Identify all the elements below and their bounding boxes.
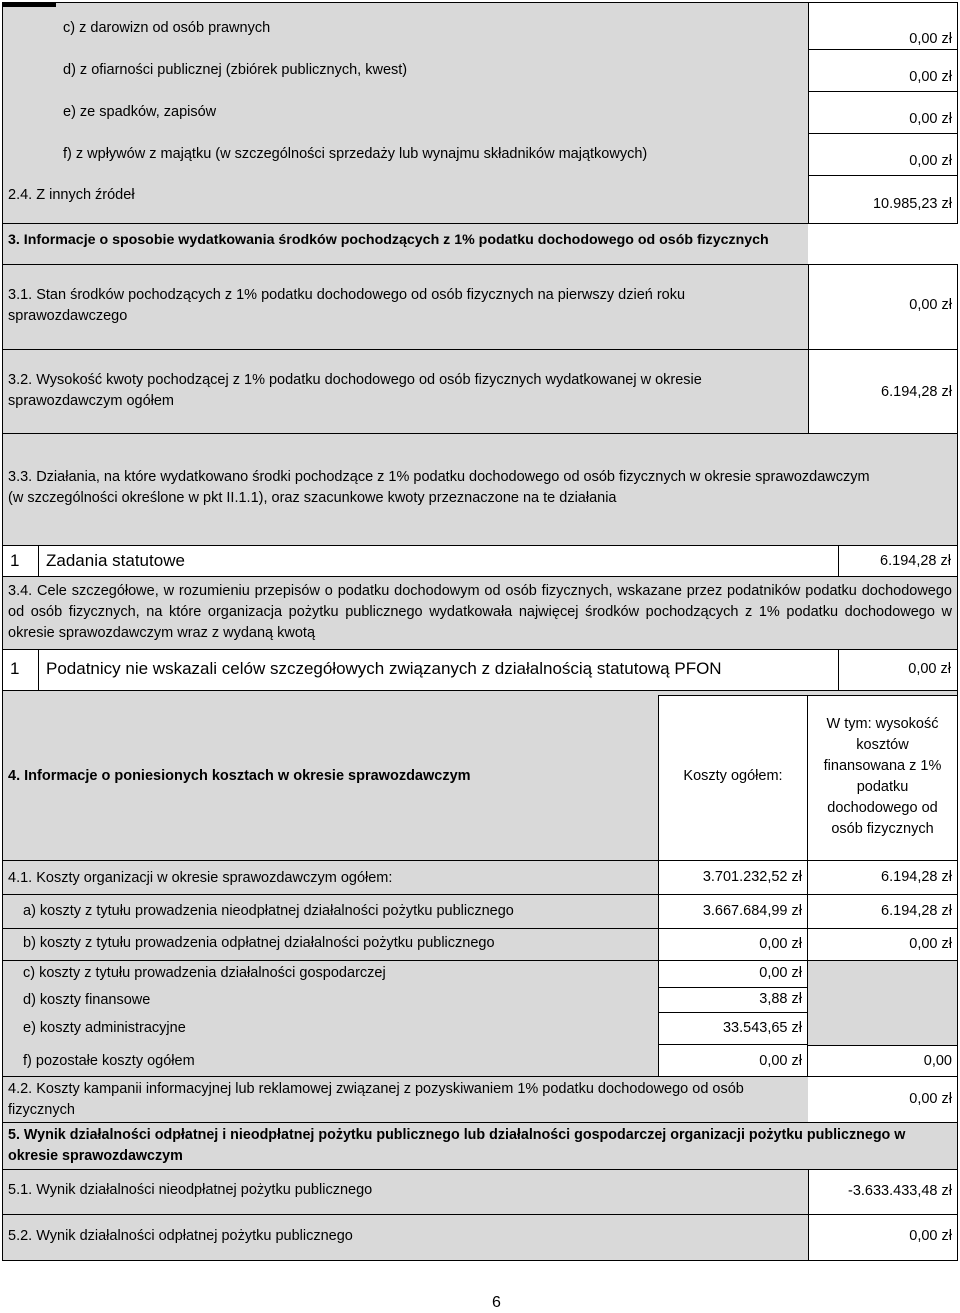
- sec4-a-total-cell: [658, 895, 808, 929]
- sec51-label: 5.1. Wynik działalności nieodpłatnej pożytku publicznego: [8, 1182, 373, 1198]
- sec2-d-value-cell: [808, 50, 958, 92]
- corner-mark: [2, 2, 56, 7]
- sec34-row-num: 1: [10, 659, 20, 678]
- sec4-b-1pct-cell: [808, 929, 958, 961]
- sec33-label-line2: (w szczególności określone w pkt II.1.1), oraz szacunkowe kwoty przeznaczone na te działania: [8, 490, 617, 506]
- sec34-label: 3.4. Cele szczegółowe, w rozumieniu przepisów o podatku dochodowym od osób fizycznych, wskazane przez podatników podatku dochodowego od osób fizycznych, na które organizacja pożytku publicznego wydatkowała najwięcej środków pochodzących z 1% podatku dochodowego w okresie sprawozdawczym wraz z wydaną kwotą: [8, 583, 952, 641]
- sec32-value: 6.194,28 zł: [881, 384, 952, 400]
- sec2-e-value-cell: [808, 92, 958, 134]
- sec4-a-1pct: 6.194,28 zł: [881, 903, 952, 919]
- sec4-c-total-cell: [658, 961, 808, 988]
- sec33-row-value: 6.194,28 zł: [880, 553, 951, 569]
- sec2-f-value-cell: [808, 134, 958, 176]
- sec4-col-1pct: W tym: wysokość kosztów finansowana z 1% podatku dochodowego od osób fizycznych: [823, 716, 942, 837]
- sec52-label: 5.2. Wynik działalności odpłatnej pożytku publicznego: [8, 1228, 353, 1244]
- sec24-label: 2.4. Z innych źródeł: [8, 187, 135, 203]
- sec2-c-value: 0,00 zł: [909, 31, 952, 47]
- sec24-value: 10.985,23 zł: [872, 196, 952, 212]
- sec52-value-cell: [808, 1215, 958, 1261]
- sec2-e-value: 0,00 zł: [909, 111, 952, 127]
- sec4-title: 4. Informacje o poniesionych kosztach w okresie sprawozdawczym: [8, 768, 471, 784]
- sec3-title: 3. Informacje o sposobie wydatkowania środków pochodzących z 1% podatku dochodowego od osób fizycznych: [8, 232, 769, 248]
- sec42-value-cell: [808, 1077, 958, 1123]
- sec4-e-label: e) koszty administracyjne: [23, 1020, 186, 1036]
- sec2-e-label: e) ze spadków, zapisów: [63, 104, 217, 120]
- sec2-f-value: 0,00 zł: [909, 153, 952, 169]
- sec24-value-cell: [808, 176, 958, 224]
- sec31-value-cell: [808, 264, 958, 350]
- sec4-b-1pct: 0,00 zł: [909, 936, 952, 952]
- sec34-row-value: 0,00 zł: [908, 661, 951, 677]
- sec4-cde-1pct-area: [808, 961, 958, 1045]
- sec4-d-label: d) koszty finansowe: [23, 992, 151, 1008]
- sec4-e-total-cell: [658, 1013, 808, 1045]
- sec4-a-total: 3.667.684,99 zł: [702, 903, 802, 919]
- sec2-d-label: d) z ofiarności publicznej (zbiórek publicznych, kwest): [63, 62, 408, 78]
- sec4-col-1pct-header: [808, 695, 958, 861]
- sec4-a-label: a) koszty z tytułu prowadzenia nieodpłatnej działalności pożytku publicznego: [23, 903, 514, 919]
- sec33-label-line1: 3.3. Działania, na które wydatkowano środki pochodzące z 1% podatku dochodowego od osób fizycznych w okresie sprawozdawczym: [8, 469, 870, 485]
- sec4-b-label: b) koszty z tytułu prowadzenia odpłatnej działalności pożytku publicznego: [23, 935, 495, 951]
- sec4-col-total-header: [658, 695, 808, 861]
- sec4-a-1pct-cell: [808, 895, 958, 929]
- sec4-f-total-cell: [658, 1045, 808, 1077]
- sec33-row-num: 1: [10, 551, 20, 570]
- sec52-value: 0,00 zł: [909, 1228, 952, 1244]
- sec4-f-1pct-cell: [808, 1045, 958, 1077]
- sec4-d-total: 3,88 zł: [759, 991, 802, 1007]
- sec41-1pct-cell: [808, 861, 958, 895]
- sec4-d-total-cell: [658, 988, 808, 1013]
- sec4-f-label: f) pozostałe koszty ogółem: [23, 1053, 195, 1069]
- sec32-label: 3.2. Wysokość kwoty pochodzącej z 1% podatku dochodowego od osób fizycznych wydatkowanej w okresie sprawozdawczym ogółem: [8, 372, 702, 409]
- sec2-f-label: f) z wpływów z majątku (w szczególności sprzedaży lub wynajmu składników majątkowych): [63, 146, 648, 162]
- sec4-f-1pct: 0,00: [923, 1053, 952, 1069]
- sec32-value-cell: [808, 350, 958, 434]
- sec2-c-value-cell: [808, 2, 958, 50]
- sec4-col-total: Koszty ogółem:: [683, 768, 783, 784]
- sec4-b-total: 0,00 zł: [759, 936, 802, 952]
- sec42-value: 0,00 zł: [909, 1091, 952, 1107]
- sec51-value: -3.633.433,48 zł: [848, 1183, 952, 1199]
- sec34-row-label: Podatnicy nie wskazali celów szczegółowych związanych z działalnością statutową PFON: [46, 659, 722, 678]
- sec4-c-total: 0,00 zł: [759, 965, 802, 981]
- sec4-f-total: 0,00 zł: [759, 1053, 802, 1069]
- sec41-total: 3.701.232,52 zł: [702, 869, 802, 885]
- sec31-value: 0,00 zł: [909, 297, 952, 313]
- sec41-1pct: 6.194,28 zł: [881, 869, 952, 885]
- sec33-row-label: Zadania statutowe: [46, 551, 185, 570]
- sec51-value-cell: [808, 1169, 958, 1215]
- sec42-label: 4.2. Koszty kampanii informacyjnej lub reklamowej związanej z pozyskiwaniem 1% podatku dochodowego od osób fizycznych: [8, 1081, 744, 1118]
- sec41-total-cell: [658, 861, 808, 895]
- sec4-e-total: 33.543,65 zł: [722, 1020, 802, 1036]
- sec2-c-label: c) z darowizn od osób prawnych: [63, 20, 271, 36]
- sec5-title: 5. Wynik działalności odpłatnej i nieodpłatnej pożytku publicznego lub działalności gospodarczej organizacji pożytku publicznego w okresie sprawozdawczym: [8, 1127, 906, 1164]
- sec41-label: 4.1. Koszty organizacji w okresie sprawozdawczym ogółem:: [8, 870, 393, 886]
- sec4-c-label: c) koszty z tytułu prowadzenia działalności gospodarczej: [23, 965, 386, 981]
- page-number: 6: [492, 1294, 501, 1311]
- sec31-label: 3.1. Stan środków pochodzących z 1% podatku dochodowego od osób fizycznych na pierwszy dzień roku sprawozdawczego: [8, 287, 686, 324]
- sec4-b-total-cell: [658, 929, 808, 961]
- sec2-d-value: 0,00 zł: [909, 69, 952, 85]
